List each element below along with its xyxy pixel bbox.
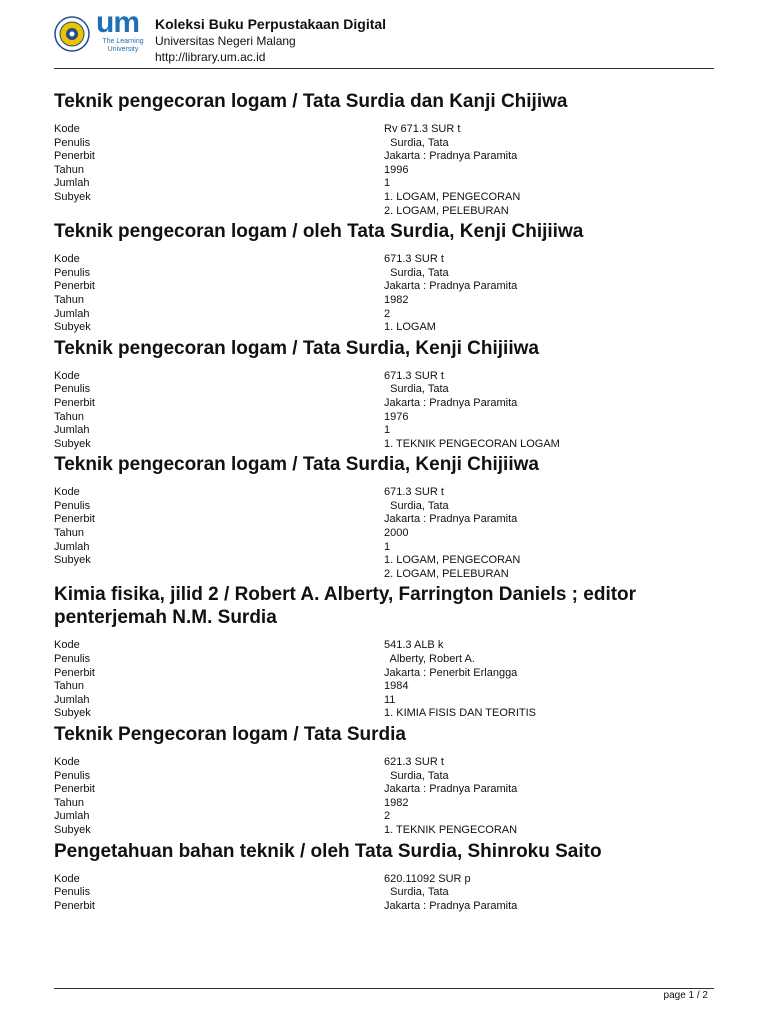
- field-row-kode: [54, 486, 714, 500]
- field-label: Penerbit: [54, 783, 95, 796]
- field-value: 2. LOGAM, PELEBURAN: [384, 204, 509, 217]
- field-value: Jakarta : Pradnya Paramita: [384, 899, 518, 912]
- field-label: Kode: [54, 872, 80, 885]
- field-label: Tahun: [54, 293, 84, 306]
- field-value: 2: [384, 810, 391, 823]
- field-value: Surdia, Tata: [384, 136, 449, 149]
- book-title: Pengetahuan bahan teknik / oleh Tata Surdia, Shinroku Saito: [54, 840, 602, 862]
- field-label: Kode: [54, 639, 80, 652]
- field-value: Jakarta : Pradnya Paramita: [384, 396, 518, 409]
- book-entry: [54, 337, 714, 452]
- field-row-penerbit: [54, 783, 714, 797]
- book-entry: [54, 583, 714, 721]
- field-label: Subyek: [54, 437, 91, 450]
- book-title: Teknik pengecoran logam / Tata Surdia dan Kanji Chijiwa: [54, 91, 568, 112]
- field-row-subyek: [54, 568, 714, 582]
- field-label: Penerbit: [54, 150, 95, 163]
- book-entry: [54, 840, 714, 914]
- field-row-kode: [54, 253, 714, 267]
- field-row-kode: [54, 756, 714, 770]
- book-title: Kimia fisika, jilid 2 / Robert A. Alberty, Farrington Daniels ; editor penterjemah N.M. Surdia: [54, 584, 637, 629]
- book-title: Teknik Pengecoran logam / Tata Surdia: [54, 724, 406, 745]
- university-name: Universitas Negeri Malang: [155, 34, 296, 48]
- book-title: Teknik pengecoran logam / Tata Surdia, Kenji Chijiiwa: [54, 454, 539, 476]
- field-row-subyek: [54, 205, 714, 219]
- field-value: 671.3 SUR t: [384, 369, 444, 382]
- field-value: Surdia, Tata: [384, 886, 449, 899]
- field-value: Surdia, Tata: [384, 769, 449, 782]
- field-row-tahun: [54, 164, 714, 178]
- field-value: Surdia, Tata: [384, 383, 449, 396]
- field-row-penulis: [54, 137, 714, 151]
- book-fields: [54, 486, 714, 581]
- field-label: Penerbit: [54, 396, 95, 409]
- field-row-subyek: [54, 554, 714, 568]
- field-value: Surdia, Tata: [384, 499, 449, 512]
- field-label: Subyek: [54, 321, 91, 334]
- field-value: 1982: [384, 293, 409, 306]
- field-value: 1. LOGAM, PENGECORAN: [384, 190, 521, 203]
- field-label: Tahun: [54, 796, 84, 809]
- field-value: 1. LOGAM, PENGECORAN: [384, 554, 521, 567]
- field-row-penerbit: [54, 150, 714, 164]
- field-value: Surdia, Tata: [384, 266, 449, 279]
- field-value: 11: [384, 693, 396, 706]
- field-row-tahun: [54, 411, 714, 425]
- field-label: Jumlah: [54, 540, 90, 553]
- library-url[interactable]: http://library.um.ac.id: [155, 50, 266, 64]
- book-entry: [54, 453, 714, 581]
- field-row-subyek: [54, 438, 714, 452]
- field-label: Tahun: [54, 163, 84, 176]
- book-entry: [54, 723, 714, 838]
- field-row-jumlah: [54, 424, 714, 438]
- field-value: Jakarta : Penerbit Erlangga: [384, 666, 518, 679]
- field-label: Penulis: [54, 499, 91, 512]
- field-value: 671.3 SUR t: [384, 486, 444, 499]
- field-label: Subyek: [54, 190, 91, 203]
- field-label: Jumlah: [54, 177, 90, 190]
- field-label: Penerbit: [54, 280, 95, 293]
- field-value: 1976: [384, 410, 409, 423]
- field-label: Penulis: [54, 383, 91, 396]
- field-value: Jakarta : Pradnya Paramita: [384, 513, 518, 526]
- book-fields: [54, 370, 714, 452]
- field-label: Jumlah: [54, 307, 90, 320]
- field-row-penulis: [54, 267, 714, 281]
- book-list: [54, 90, 714, 915]
- field-label: Subyek: [54, 823, 91, 836]
- field-row-kode: [54, 123, 714, 137]
- field-label: Kode: [54, 123, 80, 135]
- field-row-subyek: [54, 321, 714, 335]
- field-value: Jakarta : Pradnya Paramita: [384, 150, 518, 163]
- field-row-penulis: [54, 383, 714, 397]
- field-row-subyek: [54, 191, 714, 205]
- field-row-subyek: [54, 824, 714, 838]
- field-row-tahun: [54, 527, 714, 541]
- field-label: Kode: [54, 486, 80, 499]
- book-fields: [54, 639, 714, 721]
- field-value: 1996: [384, 163, 409, 176]
- field-value: 2: [384, 307, 391, 320]
- field-row-penerbit: [54, 280, 714, 294]
- field-label: Penulis: [54, 266, 91, 279]
- field-value: 621.3 SUR t: [384, 756, 444, 768]
- book-fields: [54, 123, 714, 218]
- field-row-tahun: [54, 797, 714, 811]
- field-value: 1. LOGAM: [384, 321, 436, 334]
- field-value: 1982: [384, 796, 409, 809]
- field-label: Kode: [54, 756, 80, 768]
- field-row-tahun: [54, 294, 714, 308]
- field-label: Penulis: [54, 653, 91, 666]
- book-fields: [54, 873, 714, 914]
- book-title: Teknik pengecoran logam / oleh Tata Surdia, Kenji Chijiiwa: [54, 221, 584, 243]
- field-value: 1. TEKNIK PENGECORAN: [384, 823, 518, 836]
- book-title: Teknik pengecoran logam / Tata Surdia, Kenji Chijiiwa: [54, 337, 539, 359]
- field-row-kode: [54, 370, 714, 384]
- collection-title: Koleksi Buku Perpustakaan Digital: [155, 16, 387, 32]
- field-label: Subyek: [54, 554, 91, 567]
- field-label: Jumlah: [54, 424, 90, 437]
- field-label: Tahun: [54, 527, 84, 540]
- field-label: [54, 568, 384, 582]
- field-label: Tahun: [54, 410, 84, 423]
- field-value: 1: [384, 177, 391, 190]
- page-header: [54, 6, 714, 68]
- field-value: 620.11092 SUR p: [384, 872, 471, 885]
- field-row-penulis: [54, 886, 714, 900]
- field-row-subyek: [54, 707, 714, 721]
- field-label: [54, 205, 384, 219]
- field-row-penerbit: [54, 397, 714, 411]
- field-row-jumlah: [54, 694, 714, 708]
- field-value: Alberty, Robert A.: [384, 653, 475, 666]
- book-entry: [54, 220, 714, 335]
- field-row-penerbit: [54, 900, 714, 914]
- book-entry: [54, 90, 714, 218]
- field-row-jumlah: [54, 177, 714, 191]
- field-row-penerbit: [54, 513, 714, 527]
- page-number: page 1 / 2: [663, 990, 708, 1001]
- logo-tagline: The Learning University: [102, 38, 144, 53]
- field-label: Jumlah: [54, 693, 90, 706]
- field-row-penulis: [54, 500, 714, 514]
- field-value: 1. KIMIA FISIS DAN TEORITIS: [384, 707, 536, 720]
- logo-text: um: [96, 6, 139, 39]
- field-value: 1984: [384, 680, 409, 693]
- field-row-jumlah: [54, 810, 714, 824]
- field-row-jumlah: [54, 308, 714, 322]
- field-value: 2. LOGAM, PELEBURAN: [384, 567, 509, 580]
- field-row-jumlah: [54, 541, 714, 555]
- field-label: Penulis: [54, 769, 91, 782]
- field-row-tahun: [54, 680, 714, 694]
- field-label: Penerbit: [54, 666, 95, 679]
- book-fields: [54, 756, 714, 838]
- field-label: Penerbit: [54, 899, 95, 912]
- field-value: 671.3 SUR t: [384, 253, 444, 266]
- field-label: Subyek: [54, 707, 91, 720]
- field-value: 1: [384, 540, 391, 553]
- header-text: [155, 16, 386, 65]
- field-label: Kode: [54, 253, 80, 266]
- field-row-penulis: [54, 770, 714, 784]
- field-label: Kode: [54, 369, 80, 382]
- field-row-kode: [54, 873, 714, 887]
- header-divider: [54, 68, 714, 69]
- field-label: Penulis: [54, 136, 91, 149]
- field-value: 1. TEKNIK PENGECORAN LOGAM: [384, 437, 560, 450]
- field-value: 1: [384, 424, 391, 437]
- um-logo: [96, 6, 148, 60]
- footer-divider: [54, 988, 714, 989]
- university-seal-icon: [54, 16, 90, 52]
- field-value: Rv 671.3 SUR t: [384, 123, 461, 135]
- field-label: Penerbit: [54, 513, 95, 526]
- field-row-penulis: [54, 653, 714, 667]
- field-row-kode: [54, 639, 714, 653]
- field-value: Jakarta : Pradnya Paramita: [384, 280, 518, 293]
- field-value: 2000: [384, 527, 409, 540]
- field-value: Jakarta : Pradnya Paramita: [384, 783, 518, 796]
- field-label: Jumlah: [54, 810, 90, 823]
- field-label: Tahun: [54, 680, 84, 693]
- field-value: 541.3 ALB k: [384, 639, 444, 652]
- field-label: Penulis: [54, 886, 91, 899]
- field-row-penerbit: [54, 667, 714, 681]
- book-fields: [54, 253, 714, 335]
